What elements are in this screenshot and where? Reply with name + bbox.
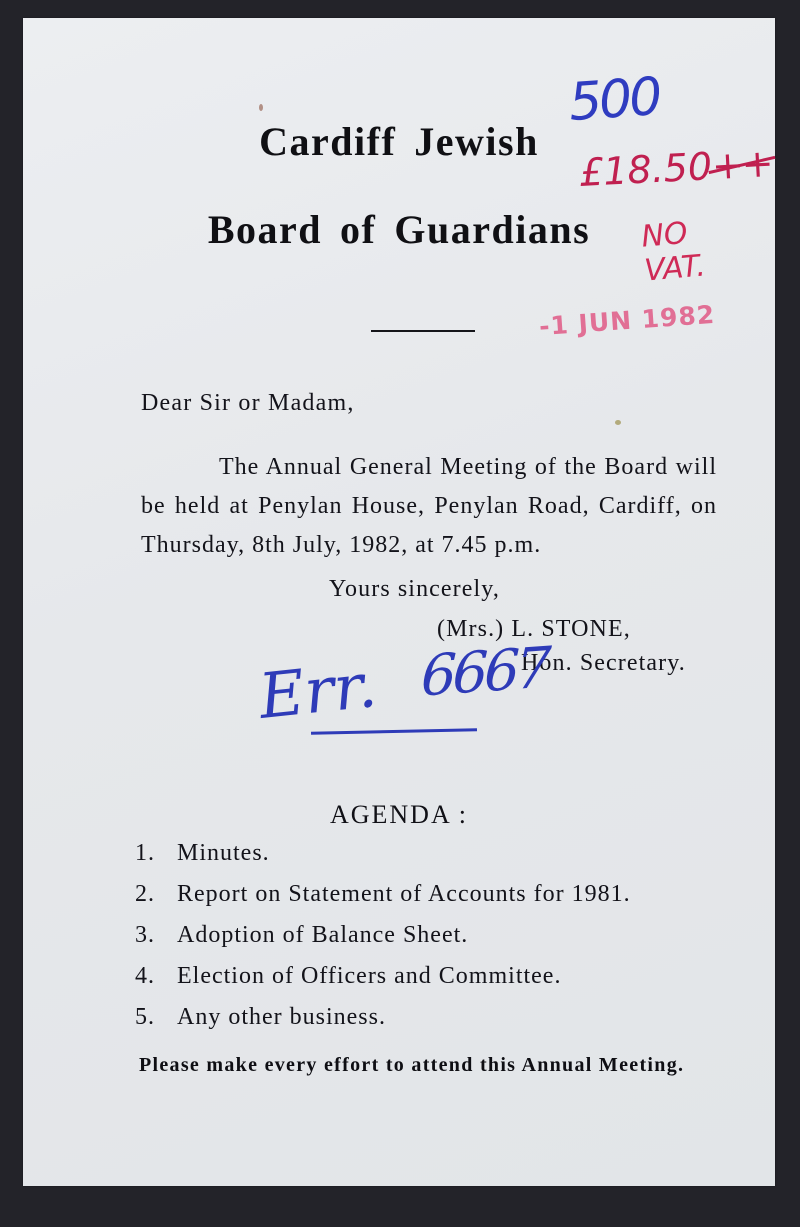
agenda-item-text: Any other business. — [177, 1004, 386, 1030]
list-item — [135, 922, 735, 949]
signature-initials: Err. — [255, 648, 380, 733]
paper-speck — [615, 420, 621, 425]
agenda-item-number: 4. — [135, 963, 155, 989]
date-stamp: -1 JUN 1982 — [538, 299, 717, 342]
agenda-list — [135, 840, 735, 1045]
document-page — [23, 18, 775, 1186]
letterhead-line-2: Board of Guardians — [207, 207, 591, 252]
annotation-no-vat-line-2: VAT. — [643, 248, 707, 289]
agenda-item-number: 5. — [135, 1004, 155, 1030]
list-item — [135, 881, 735, 908]
salutation: Dear Sir or Madam, — [141, 390, 355, 416]
page-surface — [23, 18, 775, 1186]
annotation-quantity: 500 — [567, 66, 662, 134]
signature-underline — [311, 728, 477, 734]
agenda-title: AGENDA : — [329, 800, 469, 829]
agenda-item-text: Report on Statement of Accounts for 1981. — [177, 881, 631, 907]
horizontal-rule — [371, 330, 475, 332]
annotation-price-strikeout: ++ — [710, 140, 773, 189]
closing-line: Yours sincerely, — [329, 576, 500, 602]
annotation-price-amount: £18.50 — [577, 144, 714, 196]
body-paragraph: The Annual General Meeting of the Board will be held at Penylan House, Penylan Road, Cardiff, on Thursday, 8th July, 1982, at 7.45 p.m. — [141, 454, 717, 558]
agenda-item-number: 3. — [135, 922, 155, 948]
list-item — [135, 1004, 735, 1031]
list-item — [135, 840, 735, 867]
list-item — [135, 963, 735, 990]
agenda-item-text: Minutes. — [177, 840, 270, 866]
signer-title: Hon. Secretary. — [521, 650, 686, 676]
agenda-item-number: 2. — [135, 881, 155, 907]
agenda-item-number: 1. — [135, 840, 155, 866]
paper-speck — [259, 104, 263, 111]
annotation-no-vat-line-1: NO — [640, 215, 690, 255]
footnote: Please make every effort to attend this Annual Meeting. — [139, 1054, 685, 1076]
agenda-item-text: Adoption of Balance Sheet. — [177, 922, 469, 948]
letterhead-line-1: Cardiff Jewish — [259, 119, 539, 164]
agenda-item-text: Election of Officers and Committee. — [177, 963, 562, 989]
letterhead — [23, 119, 775, 252]
signer-name: (Mrs.) L. STONE, — [437, 616, 631, 642]
signature-number: 6667 — [420, 635, 549, 710]
